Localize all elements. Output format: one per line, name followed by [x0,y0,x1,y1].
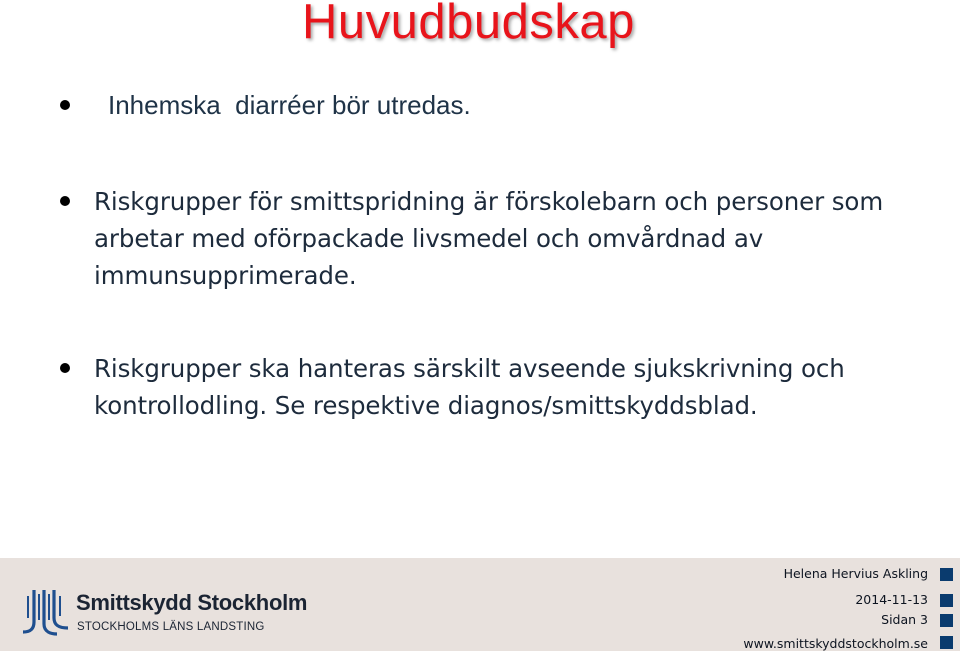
square-icon [940,594,953,607]
square-icon [940,614,953,627]
bullet-text: Riskgrupper ska hanteras särskilt avseende sjukskrivning och kontrollodling. Se respektive diagnos/smittskyddsblad. [94,354,845,420]
author: Helena Hervius Askling [783,566,928,581]
slide-title: Huvudbudskap [302,0,635,49]
logo-name: Smittskydd Stockholm [76,590,308,615]
date: 2014-11-13 [855,592,928,607]
bullet-item-2 [94,183,914,294]
footer-squares [938,566,958,646]
bullet-item-1 [94,88,914,123]
website-url: www.smittskyddstockholm.se [743,636,928,651]
bullet-text: Inhemska diarréer bör utredas. [108,90,471,120]
bullet-item-3 [94,350,914,424]
bullet-dot-icon [60,363,70,373]
bullet-text: Riskgrupper för smittspridning är förskolebarn och personer som arbetar med oförpackade livsmedel och omvårdnad av immunsupprimerade. [94,187,884,290]
page-number: Sidan 3 [881,612,928,627]
logo-subtitle: STOCKHOLMS LÄNS LANDSTING [77,621,265,633]
logo [20,588,360,638]
bullet-dot-icon [60,196,70,206]
footer [0,558,960,651]
smittskydd-logo-icon [20,588,70,636]
square-icon [940,636,953,649]
bullet-dot-icon [60,100,70,110]
square-icon [940,568,953,581]
